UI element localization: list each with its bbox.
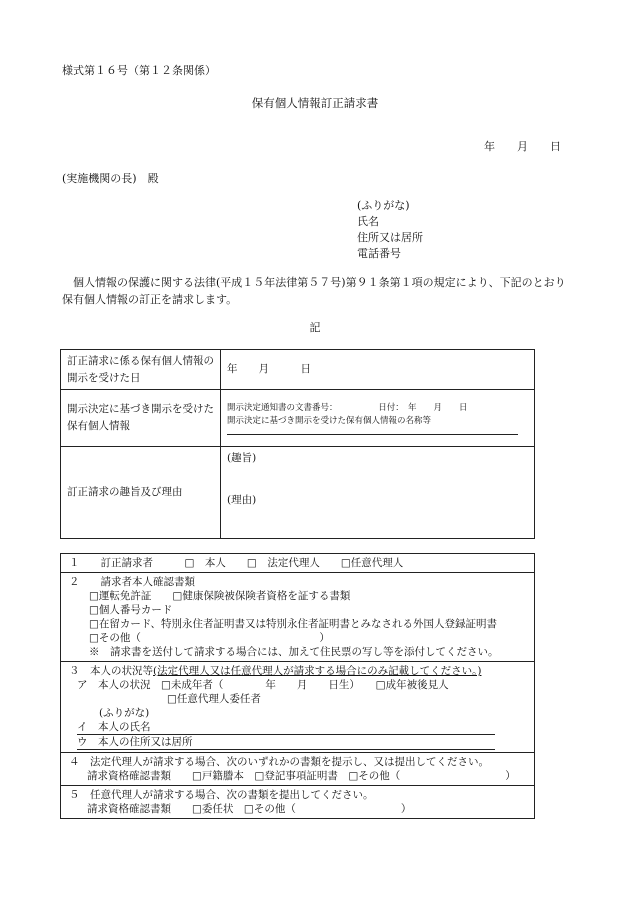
section-2-option-license[interactable]: □運転免許証 □健康保険被保険者資格を証する書類 bbox=[89, 590, 351, 602]
section-3-name-row[interactable] bbox=[69, 720, 526, 735]
notice-doc-number-label: 開示決定通知書の文書番号： bbox=[227, 402, 338, 413]
section-4-documents[interactable]: 請求資格確認書類 □戸籍謄本 □登記事項証明書 □その他（ ） bbox=[87, 770, 516, 782]
disclosure-date-field[interactable]: 年 月 日 bbox=[221, 350, 535, 390]
document-title: 保有個人情報訂正請求書 bbox=[251, 96, 379, 110]
date-year: 年 bbox=[484, 140, 495, 153]
requester-phone-label: 電話番号 bbox=[357, 247, 401, 260]
section-3-name-field[interactable]: イ 本人の氏名 bbox=[77, 720, 495, 735]
purpose-reason-field[interactable] bbox=[221, 447, 535, 539]
section-3-prefix: ３ 本人の状況等 bbox=[69, 665, 153, 677]
correction-details-table bbox=[60, 349, 535, 539]
section-3-title bbox=[69, 664, 526, 678]
disclosed-info-underline bbox=[227, 434, 518, 435]
section-3-furigana: (ふりがな) bbox=[99, 707, 150, 719]
section-2-option-residence-card[interactable]: □在留カード、特別永住者証明書又は特別永住者証明書とみなされる外国人登録証明書 bbox=[89, 618, 497, 630]
form-number: 様式第１６号（第１２条関係） bbox=[62, 64, 216, 77]
date-day: 日 bbox=[550, 140, 561, 153]
section-1-requester-type[interactable]: １ 訂正請求者 □ 本人 □ 法定代理人 □任意代理人 bbox=[69, 557, 404, 569]
requester-name-label: 氏名 bbox=[357, 215, 379, 228]
section-2 bbox=[61, 573, 535, 662]
section-2-note: ※ 請求書を送付して請求する場合には、加えて住民票の写し等を添付してください。 bbox=[89, 646, 499, 658]
disclosure-date-label: 訂正請求に係る保有個人情報の開示を受けた日 bbox=[61, 350, 221, 390]
section-2-option-mynumber[interactable]: □個人番号カード bbox=[89, 604, 173, 616]
section-5-documents[interactable]: 請求資格確認書類 □委任状 □その他（ ） bbox=[87, 803, 412, 815]
date-line bbox=[484, 140, 561, 155]
notice-doc-number-row bbox=[227, 402, 528, 415]
requester-address-label: 住所又は居所 bbox=[357, 231, 423, 244]
section-2-title: ２ 請求者本人確認書類 bbox=[69, 576, 195, 588]
section-3-status-principal[interactable]: □任意代理人委任者 bbox=[167, 693, 261, 705]
notice-date-label: 日付： 年 月 日 bbox=[378, 402, 468, 413]
disclosed-info-label: 開示決定に基づき開示を受けた保有個人情報 bbox=[61, 390, 221, 447]
section-3-note: (法定代理人又は任意代理人が請求する場合にのみ記載してください。) bbox=[153, 665, 482, 677]
purpose-label: (趣旨) bbox=[227, 452, 257, 464]
section-5 bbox=[61, 786, 535, 819]
requester-furigana: (ふりがな) bbox=[357, 199, 410, 212]
date-month: 月 bbox=[517, 140, 528, 153]
addressee: (実施機関の長) 殿 bbox=[62, 172, 159, 185]
requester-status-table bbox=[60, 553, 535, 819]
section-3-address-field[interactable]: ウ 本人の住所又は居所 bbox=[77, 735, 495, 750]
requester-block bbox=[357, 198, 423, 262]
section-2-option-other[interactable]: □その他（ ） bbox=[89, 632, 330, 644]
section-4-title: ４ 法定代理人が請求する場合、次のいずれかの書類を提示し、又は提出してください。 bbox=[69, 756, 489, 768]
section-4 bbox=[61, 753, 535, 786]
ki-heading: 記 bbox=[309, 321, 321, 334]
section-3-status-minor[interactable]: ア 本人の状況 □未成年者（ 年 月 日生） □成年被後見人 bbox=[77, 679, 449, 691]
disclosed-info-field[interactable] bbox=[221, 390, 535, 447]
disclosed-info-name-label: 開示決定に基づき開示を受けた保有個人情報の名称等 bbox=[227, 415, 432, 426]
reason-label: (理由) bbox=[227, 494, 257, 507]
purpose-reason-label: 訂正請求の趣旨及び理由 bbox=[61, 447, 221, 539]
section-3 bbox=[61, 662, 535, 753]
section-1 bbox=[61, 554, 535, 573]
intro-paragraph: 個人情報の保護に関する法律(平成１５年法律第５７号)第９１条第１項の規定により、下記のとおり保有個人情報の訂正を請求します。 bbox=[62, 276, 566, 306]
section-3-address-row[interactable] bbox=[69, 735, 526, 750]
section-5-title: ５ 任意代理人が請求する場合、次の書類を提出してください。 bbox=[69, 789, 374, 801]
